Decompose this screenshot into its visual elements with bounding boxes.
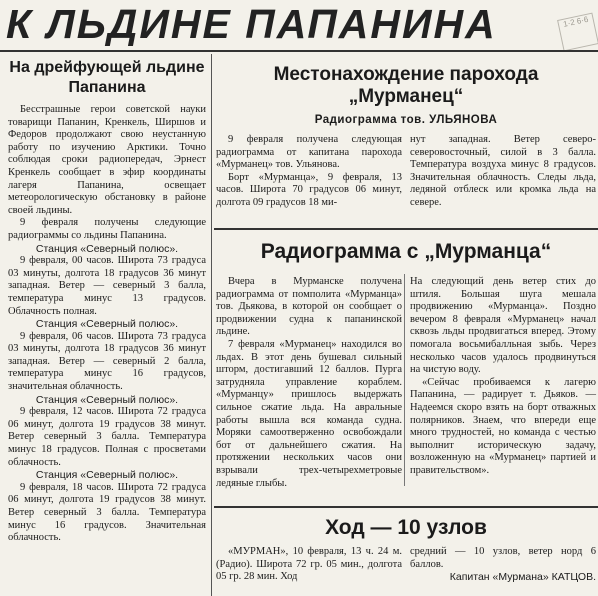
article3-paragraph: «МУРМАН», 10 февраля, 13 ч. 24 м. (Радио). Широта 72 гр. 05 мин., долгота 05 гр. 28 мин. Ход [216, 546, 402, 583]
section-rule-2 [214, 506, 598, 508]
article2-paragraph: «Сейчас пробиваемся к лагерю Папанина, — радирует т. Дьяков. — Надеемся скоро взять на борт отважных полярников. Знаем, что впереди еще много трудностей, но команда с честью выполнит историческую задачу, возложенную на «Мурманец» партией и правительством». [410, 376, 596, 476]
column-rule-left [211, 54, 212, 596]
article1-paragraph: 9 февраля получена следующая радиограмма от капитана парохода «Мурманец» тов. Ульянова. [216, 134, 402, 171]
station-name: Станция «Северный полюс». [35, 318, 179, 331]
section-rule-1 [214, 228, 598, 230]
article1-paragraph: нут западная. Ветер северо-северовосточный, силой в 3 балла. Температура воздуха минус 8 градусов. Значительная облачность. Следы льда, ледяной отблеск или кромка льда на севере. [410, 134, 596, 208]
station-name: Станция «Северный полюс». [35, 242, 179, 255]
article1-headline: Местонахождение парохода „Мурманец“ [273, 64, 539, 107]
article2-paragraph: На следующий день ветер стих до штиля. Большая шуга мешала продвижению «Мурманца». Поздно вечером 8 февраля «Мурманец» начал сквозь льды продвигаться вперед. Этому помогала восьмибалльная зыбь. Через несколько часов удалось продвинуться на чистую воду. [410, 276, 596, 376]
station-name: Станция «Северный полюс». [35, 469, 179, 482]
station-name: Станция «Северный полюс». [35, 393, 179, 406]
article3-headline: Ход — 10 узлов [325, 516, 487, 539]
top-rule [0, 50, 598, 52]
article3-signature: Капитан «Мурмана» КАТЦОВ. [449, 571, 596, 584]
article3-paragraph: средний — 10 узлов, ветер норд 6 баллов. [410, 546, 596, 570]
article2-headline: Радиограмма с „Мурманца“ [260, 240, 552, 263]
left-intro-2: 9 февраля получены следующие радиограммы со льдины Папанина. [8, 217, 206, 241]
article2-paragraph: Вчера в Мурманске получена радиограмма от помполита «Мурманца» тов. Дьякова, в которой он сообщает о продвижении судна к папанинской льдине. [216, 276, 402, 338]
station-report: 9 февраля, 00 часов. Широта 73 градуса 03 минуты, долгота 18 градусов 36 минут западная. Ветер — северный 3 балла, температура минус 13 градусов. Облачность полная. [8, 255, 206, 317]
article1-paragraph: Борт «Мурманца», 9 февраля, 13 часов. Широта 70 градусов 06 минут, долгота 09 градусов 18 ми- [216, 171, 402, 208]
article3-body [216, 546, 596, 584]
banner-headline: К ЛЬДИНЕ ПАПАНИНА [6, 1, 497, 47]
article2-paragraph: 7 февраля «Мурманец» находился во льдах. В этот день бушевал сильный шторм, достигавший 12 баллов. Пурга затрудняла управление кораблем. «Мурманцу» пришлось выдержать сильное сжатие льда. На авральные работы вышла вся команда судна. Моряки самоотверженно освобождали бот от дальнейшего сжатия. На протяжении нескольких часов они взрывали трех-четырехметровые ледяные глыбы. [216, 338, 402, 489]
station-report: 9 февраля, 18 часов. Широта 72 градуса 06 минут, долгота 19 градусов 38 минут. Ветер северный 3 балла. Температура минус 16 градусов. Значительная облачность. [8, 481, 206, 544]
left-headline: На дрейфующей льдине Папанина [9, 59, 205, 96]
article2-body [216, 276, 596, 490]
station-report: 9 февраля, 06 часов. Широта 73 градуса 03 минуты, долгота 18 градусов 36 минут западная. Ветер — северный 2 балла, температура минус 16 градусов, значительная облачность. [8, 330, 206, 393]
left-intro: Бесстрашные герои советской науки товарищи Папанин, Кренкель, Ширшов и Федоров продолжают свою неустанную работу по изучению Арктики. Точно соблюдая сроки радиопередач, Эрнест Кренкель сообщает в эфир координаты лагеря Папанина, освещает метеорологическую обстановку в районе своей льдины. [8, 104, 206, 216]
station-report: 9 февраля, 12 часов. Широта 72 градуса 06 минут, долгота 19 градусов 38 минут. Ветер северный 3 балла. Температура минус 18 градусов. Полная с просветами облачность. [8, 406, 206, 468]
left-column [8, 58, 206, 545]
article1-body [216, 134, 596, 210]
archive-stamp: 1·2 6·6 [557, 13, 598, 52]
article1-byline: Радиограмма тов. УЛЬЯНОВА [314, 114, 498, 126]
